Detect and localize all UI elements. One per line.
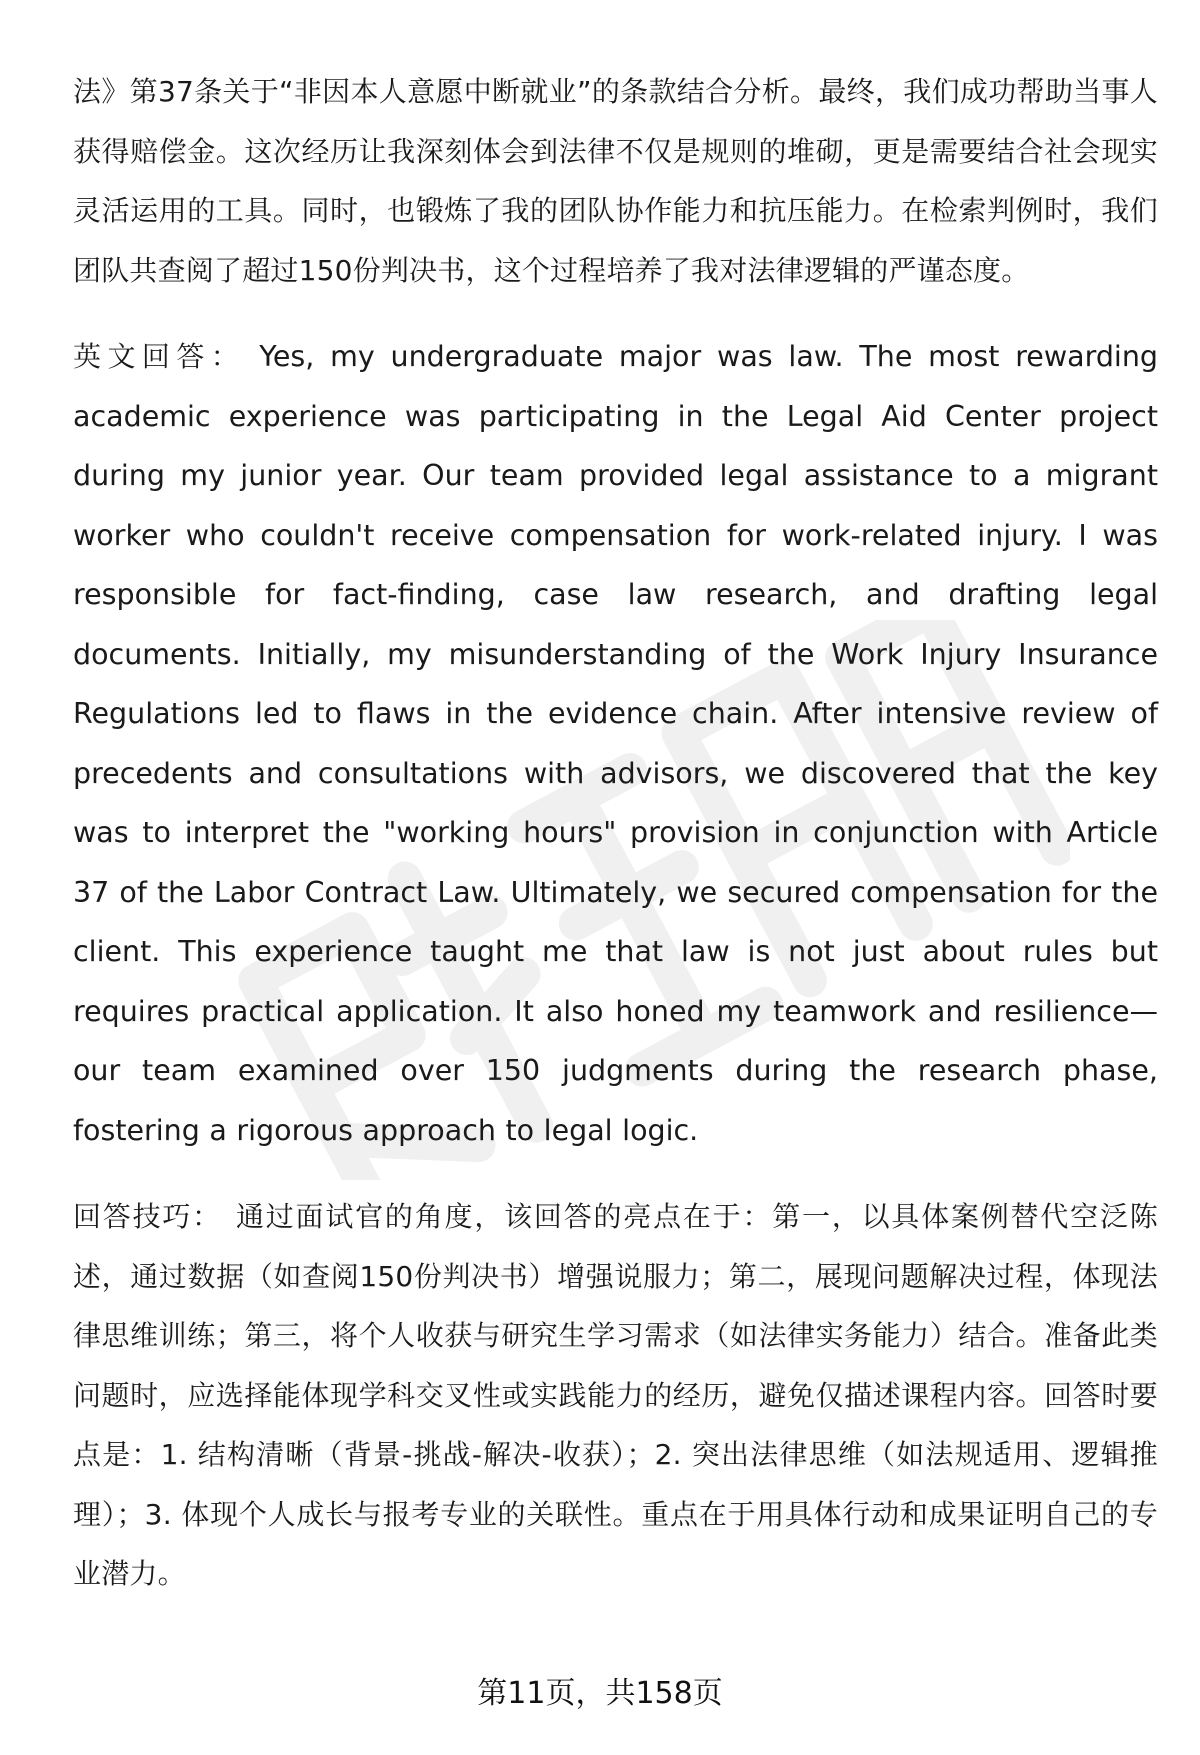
page-number: 第11页，共158页 (477, 1676, 723, 1711)
answer-tips-label: 回答技巧： (73, 1200, 222, 1233)
paragraph-continued (73, 62, 1158, 300)
answer-tips-text: 通过面试官的角度，该回答的亮点在于：第一，以具体案例替代空泛陈述，通过数据（如查阅150份判决书）增强说服力；第二，展现问题解决过程，体现法律思维训练；第三，将个人收获与研究生学习需求（如法律实务能力）结合。准备此类问题时，应选择能体现学科交叉性或实践能力的经历，避免仅描述课程内容。回答时要点是：1. 结构清晰（背景-挑战-解决-收获）；2. 突出法律思维（如法规适用、逻辑推理）；3. 体现个人成长与报考专业的关联性。重点在于用具体行动和成果证明自己的专业潜力。 (73, 1200, 1158, 1590)
document-page (73, 62, 1158, 1631)
paragraph-continued-text: 法》第37条关于“非因本人意愿中断就业”的条款结合分析。最终，我们成功帮助当事人获得赔偿金。这次经历让我深刻体会到法律不仅是规则的堆砌，更是需要结合社会现实灵活运用的工具。同时，也锻炼了我的团队协作能力和抗压能力。在检索判例时，我们团队共查阅了超过150份判决书，这个过程培养了我对法律逻辑的严谨态度。 (73, 75, 1158, 287)
english-answer-label: 英文回答： (73, 340, 246, 373)
paragraph-english-answer (73, 327, 1158, 1160)
page-footer (0, 1668, 1200, 1712)
paragraph-answer-tips (73, 1187, 1158, 1604)
english-answer-text: Yes, my undergraduate major was law. The most rewarding academic experience was participating in the Legal Aid Center project during my junior year. Our team provided legal assistance to a migrant worker who couldn't receive compensation for work-related injury. I was responsible for fact-finding, case law research, and drafting legal documents. Initially, my misunderstanding of the Work Injury Insurance Regulations led to flaws in the evidence chain. After intensive review of precedents and consultations with advisors, we discovered that the key was to interpret the "working hours" provision in conjunction with Article 37 of the Labor Contract Law. Ultimately, we secured compensation for the client. This experience taught me that law is not just about rules but requires practical application. It also honed my teamwork and resilience—our team examined over 150 judgments during the research phase, fostering a rigorous approach to legal logic. (73, 340, 1158, 1147)
